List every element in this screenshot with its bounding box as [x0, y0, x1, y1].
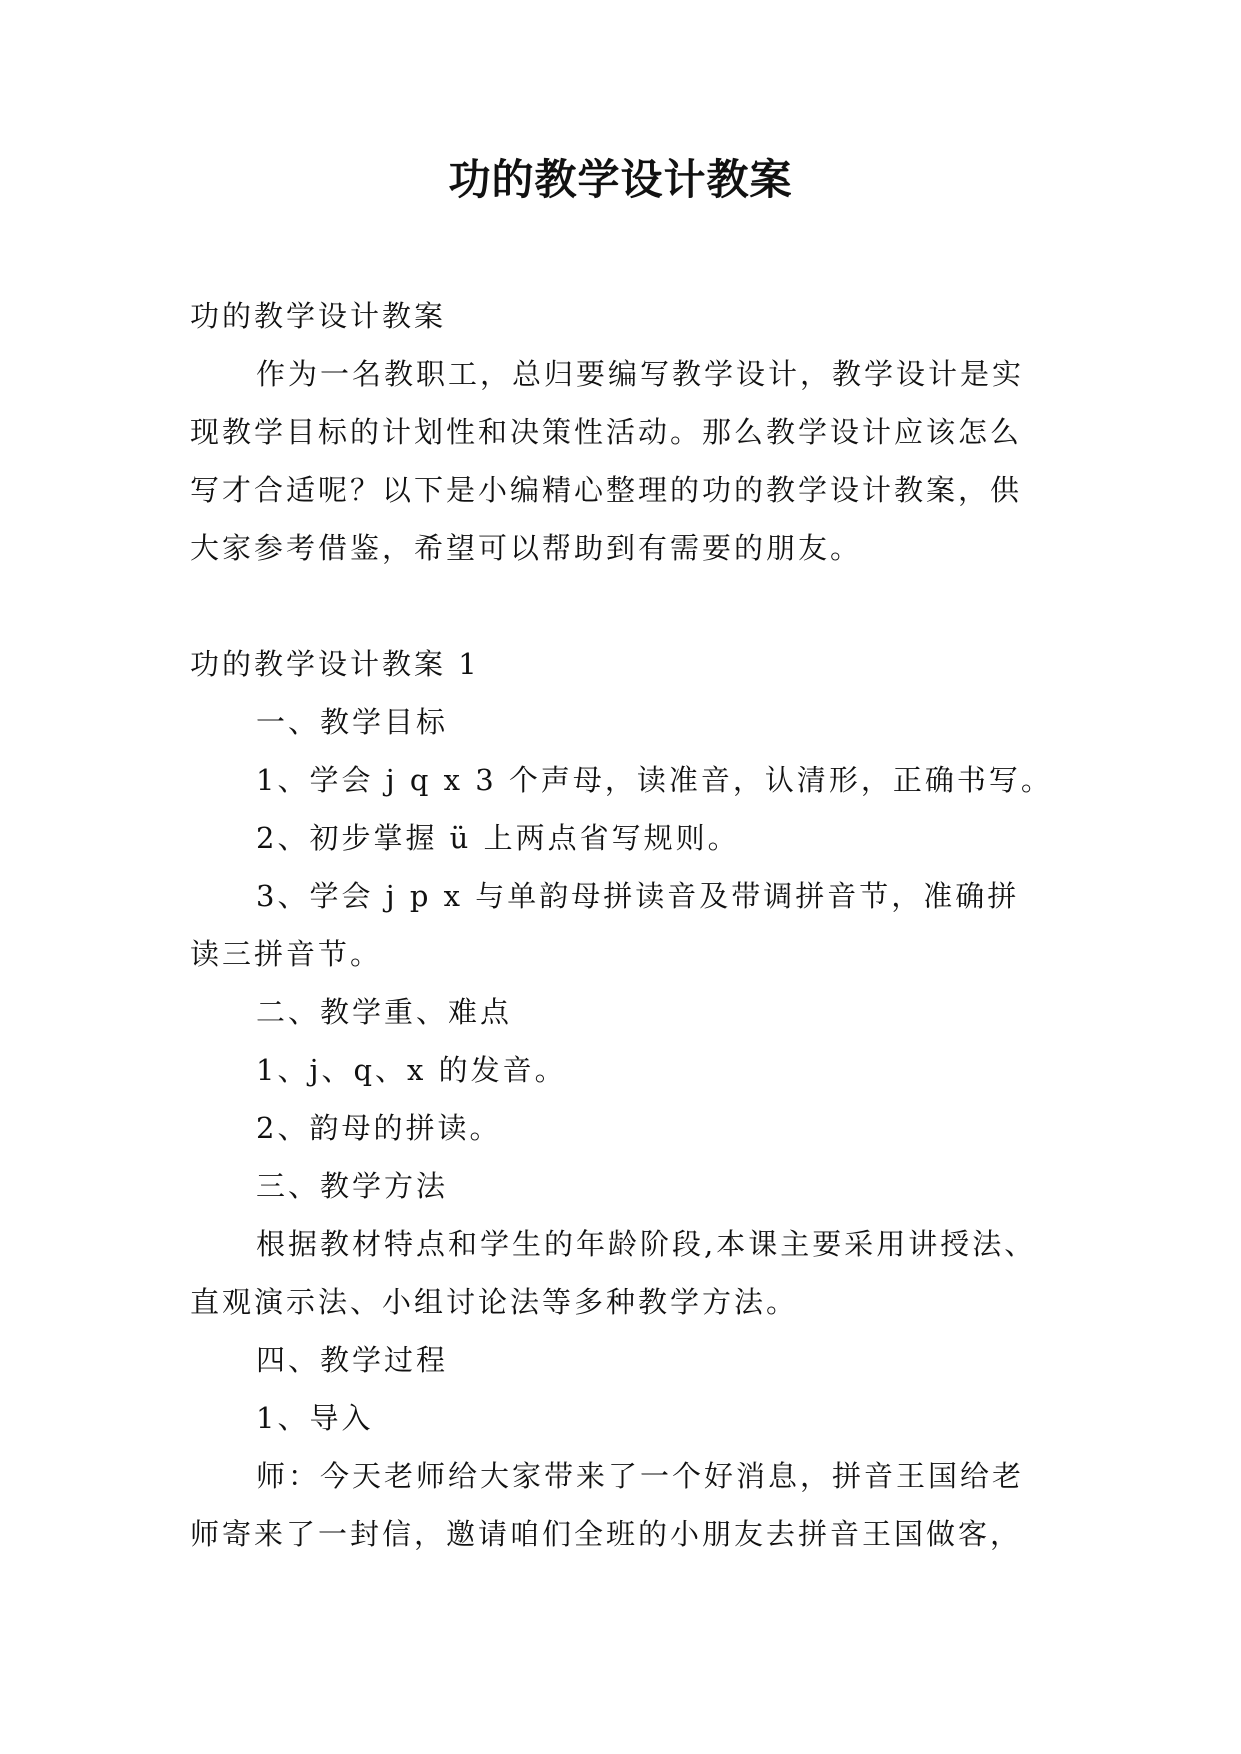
- list-item-continuation: 读三拼音节。: [190, 937, 383, 971]
- list-item: 1、导入: [256, 1401, 374, 1435]
- subheading: 二、教学重、难点: [256, 995, 513, 1029]
- section-heading: 功的教学设计教案: [190, 299, 447, 333]
- document-body: [190, 287, 1053, 1563]
- document-title: 功的教学设计教案: [448, 155, 793, 204]
- list-item: 1、j、q、x 的发音。: [256, 1053, 567, 1087]
- section-heading: 功的教学设计教案 1: [190, 647, 480, 681]
- subheading: 四、教学过程: [256, 1343, 449, 1377]
- paragraph-line: 大家参考借鉴，希望可以帮助到有需要的朋友。: [190, 531, 863, 565]
- paragraph-line: 现教学目标的计划性和决策性活动。那么教学设计应该怎么: [190, 415, 1023, 449]
- list-item: 2、初步掌握 ü 上两点省写规则。: [256, 821, 740, 855]
- paragraph-line: 作为一名教职工，总归要编写教学设计，教学设计是实: [256, 357, 1025, 391]
- list-item: 2、韵母的拼读。: [256, 1111, 502, 1145]
- paragraph-line: 师寄来了一封信，邀请咱们全班的小朋友去拼音王国做客，: [190, 1517, 1023, 1551]
- paragraph-line: 写才合适呢？以下是小编精心整理的功的教学设计教案，供: [190, 473, 1023, 507]
- list-item: 3、学会 j p x 与单韵母拼读音及带调拼音节，准确拼: [256, 879, 1020, 913]
- paragraph-line: 师：今天老师给大家带来了一个好消息，拼音王国给老: [256, 1459, 1025, 1493]
- subheading: 三、教学方法: [256, 1169, 449, 1203]
- subheading: 一、教学目标: [256, 705, 449, 739]
- paragraph-line: 根据教材特点和学生的年龄阶段,本课主要采用讲授法、: [256, 1227, 1037, 1261]
- paragraph-line: 直观演示法、小组讨论法等多种教学方法。: [190, 1285, 799, 1319]
- list-item: 1、学会 j q x 3 个声母，读准音，认清形，正确书写。: [256, 763, 1053, 797]
- paragraph-gap: [190, 577, 1050, 635]
